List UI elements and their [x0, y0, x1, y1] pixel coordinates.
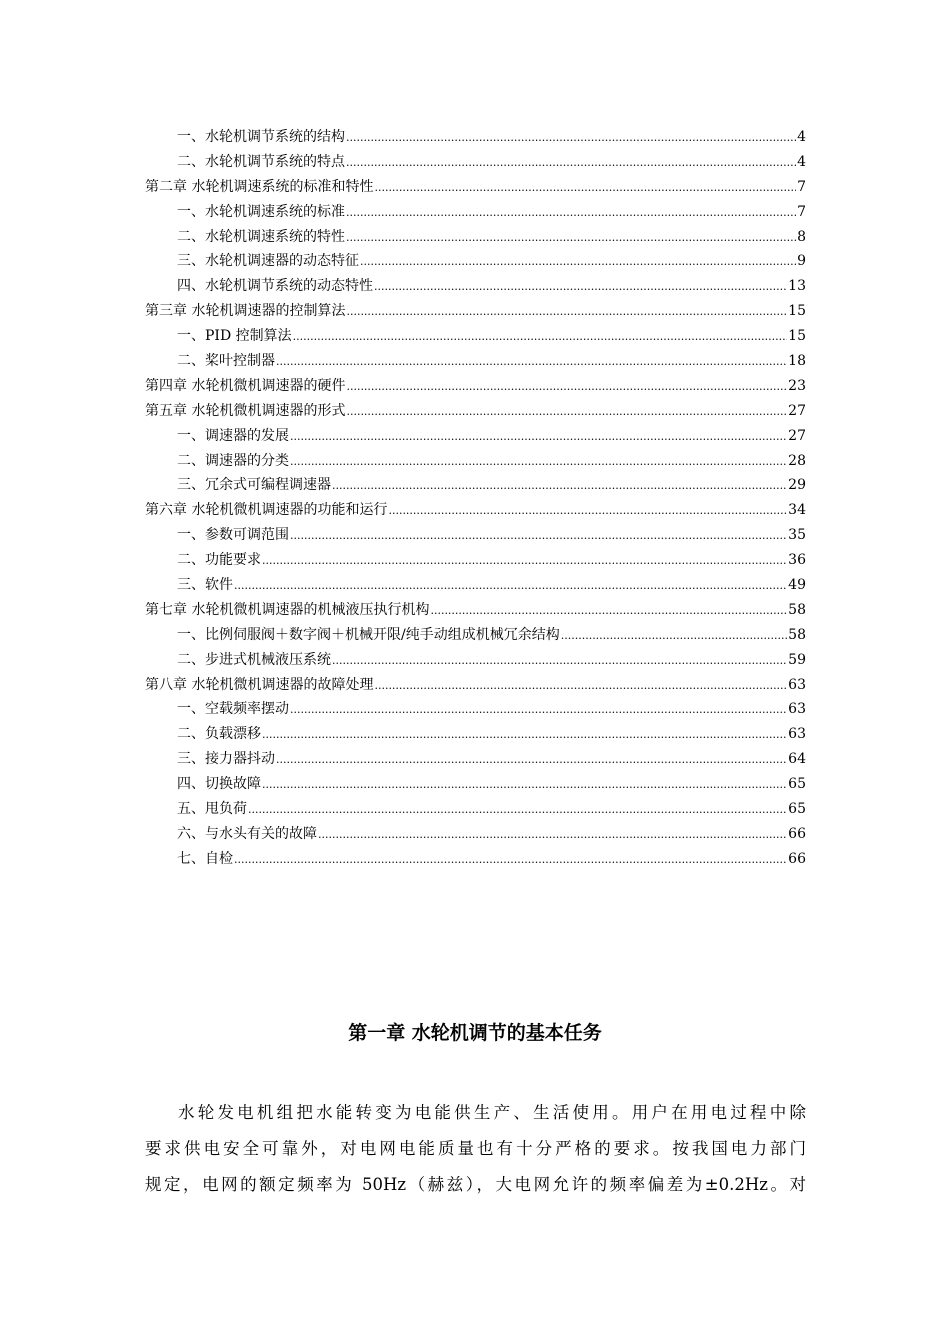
toc-entry-title: 第八章 水轮机微机调速器的故障处理 [145, 676, 374, 693]
toc-page-number: 15 [788, 328, 806, 345]
toc-dot-leader [290, 697, 787, 723]
toc-page-number: 15 [788, 303, 806, 320]
toc-chapter-entry[interactable] [145, 399, 806, 424]
toc-page-number: 36 [788, 552, 806, 569]
toc-section-entry[interactable] [145, 349, 806, 374]
toc-dot-leader [234, 573, 787, 599]
toc-entry-title: 第七章 水轮机微机调速器的机械液压执行机构 [145, 601, 430, 618]
toc-dot-leader [262, 722, 787, 748]
toc-section-entry[interactable] [145, 847, 806, 872]
toc-section-entry[interactable] [145, 424, 806, 449]
toc-page-number: 28 [788, 452, 806, 469]
toc-dot-leader [374, 673, 787, 699]
toc-page-number: 27 [788, 402, 806, 419]
toc-section-entry[interactable] [145, 722, 806, 747]
toc-dot-leader [346, 399, 787, 425]
toc-page-number: 4 [797, 129, 806, 145]
toc-section-entry[interactable] [145, 225, 806, 250]
toc-section-entry[interactable] [145, 797, 806, 822]
toc-entry-title: 一、水轮机调节系统的结构 [177, 129, 345, 145]
toc-page-number: 65 [788, 801, 806, 818]
toc-section-entry[interactable] [145, 150, 806, 175]
toc-page-number: 35 [788, 527, 806, 544]
toc-dot-leader [388, 498, 787, 524]
toc-section-entry[interactable] [145, 249, 806, 274]
toc-dot-leader [248, 797, 787, 823]
toc-entry-title: 二、步进式机械液压系统 [177, 651, 331, 668]
toc-dot-leader [262, 548, 787, 574]
toc-page-number: 66 [788, 825, 806, 842]
toc-page-number: 4 [797, 153, 806, 170]
toc-section-entry[interactable] [145, 274, 806, 299]
toc-dot-leader [276, 747, 787, 773]
toc-page-number: 34 [788, 502, 806, 519]
toc-chapter-entry[interactable] [145, 498, 806, 523]
toc-entry-title: 第五章 水轮机微机调速器的形式 [145, 402, 346, 419]
toc-page-number: 63 [788, 676, 806, 693]
toc-chapter-entry[interactable] [145, 299, 806, 324]
toc-entry-title: 一、调速器的发展 [177, 427, 289, 444]
chapter-body [145, 1095, 806, 1203]
toc-page-number: 64 [788, 751, 806, 768]
toc-entry-title: 三、冗余式可编程调速器 [177, 477, 331, 494]
toc-chapter-entry[interactable] [145, 175, 806, 200]
toc-page-number: 8 [797, 228, 806, 245]
toc-dot-leader [276, 349, 787, 375]
toc-entry-title: 五、甩负荷 [177, 801, 247, 818]
toc-entry-title: 二、水轮机调速系统的特性 [177, 228, 345, 245]
toc-dot-leader [561, 623, 787, 649]
toc-section-entry[interactable] [145, 822, 806, 847]
body-line: 水轮发电机组把水能转变为电能供生产、生活使用。用户在用电过程中除 [178, 1103, 806, 1122]
toc-entry-title: 二、负载漂移 [177, 726, 261, 743]
toc-entry-title: 七、自检 [177, 850, 233, 867]
toc-dot-leader [346, 374, 787, 400]
toc-page-number: 59 [788, 651, 806, 668]
toc-entry-title: 二、调速器的分类 [177, 452, 289, 469]
toc-section-entry[interactable] [145, 573, 806, 598]
toc-section-entry[interactable] [145, 125, 806, 150]
toc-entry-title: 一、水轮机调速系统的标准 [177, 203, 345, 220]
toc-entry-title: 一、空载频率摆动 [177, 701, 289, 718]
toc-page-number: 63 [788, 701, 806, 718]
toc-dot-leader [290, 449, 787, 475]
toc-chapter-entry[interactable] [145, 598, 806, 623]
toc-section-entry[interactable] [145, 324, 806, 349]
toc-entry-title: 第二章 水轮机调速系统的标准和特性 [145, 178, 374, 195]
toc-dot-leader [430, 598, 787, 624]
toc-section-entry[interactable] [145, 772, 806, 797]
toc-dot-leader [360, 249, 796, 275]
toc-section-entry[interactable] [145, 697, 806, 722]
toc-entry-title: 第四章 水轮机微机调速器的硬件 [145, 377, 346, 394]
toc-page-number: 7 [797, 203, 806, 220]
toc-dot-leader [318, 822, 787, 848]
toc-page-number: 58 [788, 601, 806, 618]
toc-entry-title: 三、水轮机调速器的动态特征 [177, 253, 359, 270]
toc-section-entry[interactable] [145, 648, 806, 673]
toc-chapter-entry[interactable] [145, 673, 806, 698]
toc-page-number: 66 [788, 850, 806, 867]
toc-dot-leader [262, 772, 787, 798]
toc-page-number: 18 [788, 353, 806, 370]
toc-entry-title: 三、接力器抖动 [177, 751, 275, 768]
toc-page-number: 63 [788, 726, 806, 743]
toc-chapter-entry[interactable] [145, 374, 806, 399]
toc-dot-leader [346, 125, 796, 151]
table-of-contents [145, 125, 806, 872]
toc-dot-leader [332, 473, 787, 499]
body-line: 规定，电网的额定频率为 50Hz（赫兹），大电网允许的频率偏差为±0.2Hz。对 [145, 1175, 806, 1194]
chapter-heading: 第一章 水轮机调节的基本任务 [348, 1022, 602, 1044]
toc-entry-title: 一、比例伺服阀＋数字阀＋机械开限/纯手动组成机械冗余结构 [177, 626, 560, 643]
toc-entry-title: 二、桨叶控制器 [177, 353, 275, 370]
toc-page-number: 65 [788, 776, 806, 793]
toc-entry-title: 二、功能要求 [177, 552, 261, 569]
toc-dot-leader [346, 200, 796, 226]
toc-dot-leader [234, 847, 787, 873]
toc-page-number: 29 [788, 477, 806, 494]
toc-entry-title: 一、PID 控制算法 [177, 328, 292, 345]
toc-entry-title: 第三章 水轮机调速器的控制算法 [145, 303, 346, 320]
toc-section-entry[interactable] [145, 548, 806, 573]
toc-section-entry[interactable] [145, 747, 806, 772]
toc-dot-leader [293, 324, 788, 350]
toc-section-entry[interactable] [145, 623, 806, 648]
toc-dot-leader [346, 150, 796, 176]
toc-entry-title: 六、与水头有关的故障 [177, 825, 317, 842]
toc-page-number: 23 [788, 377, 806, 394]
toc-dot-leader [374, 274, 787, 300]
toc-entry-title: 第六章 水轮机微机调速器的功能和运行 [145, 502, 388, 519]
toc-dot-leader [290, 424, 787, 450]
toc-page-number: 13 [788, 278, 806, 295]
toc-dot-leader [346, 225, 796, 251]
body-line: 要求供电安全可靠外，对电网电能质量也有十分严格的要求。按我国电力部门 [145, 1139, 806, 1158]
toc-entry-title: 四、切换故障 [177, 776, 261, 793]
toc-section-entry[interactable] [145, 200, 806, 225]
toc-page-number: 58 [788, 626, 806, 643]
toc-section-entry[interactable] [145, 473, 806, 498]
toc-dot-leader [332, 648, 787, 674]
toc-dot-leader [290, 523, 787, 549]
toc-page-number: 27 [788, 427, 806, 444]
toc-page-number: 7 [797, 178, 806, 195]
toc-section-entry[interactable] [145, 523, 806, 548]
toc-entry-title: 四、水轮机调节系统的动态特性 [177, 278, 373, 295]
toc-page-number: 9 [797, 253, 806, 270]
toc-section-entry[interactable] [145, 449, 806, 474]
toc-entry-title: 二、水轮机调节系统的特点 [177, 153, 345, 170]
toc-dot-leader [374, 175, 796, 201]
toc-dot-leader [346, 299, 787, 325]
toc-entry-title: 一、参数可调范围 [177, 527, 289, 544]
toc-page-number: 49 [788, 577, 806, 594]
toc-entry-title: 三、软件 [177, 577, 233, 594]
